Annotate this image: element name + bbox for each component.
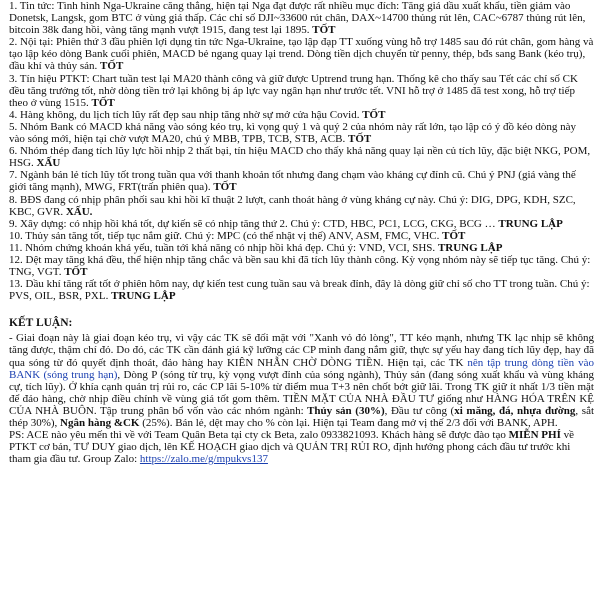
list-item	[9, 254, 594, 278]
list-item-rating: TỐT	[91, 96, 115, 109]
list-item-text: 13. Dầu khí tăng rất tốt ở phiên hôm nay, dự kiến test cung tuần sau và break đỉnh, đây là dòng giữ chỉ số cho TT trong tuần. Chú ý: PVS, OIL, BSR, PXL.	[9, 278, 590, 303]
list-item	[9, 0, 594, 36]
list-item-text: 10. Thủy sản tăng tốt, tiếp tục nắm giữ. Chú ý: MPC (có thể nhật vị thế) ANV, ASM, FMC, VHC.	[9, 229, 440, 242]
list-item	[9, 218, 594, 230]
conclusion-p2-d: , sắt thép 30%),	[9, 404, 595, 429]
list-item-rating: TỐT	[347, 133, 372, 146]
group-zalo-label: Group Zalo:	[80, 453, 140, 466]
conclusion-body	[9, 332, 594, 429]
list-item-text: 1. Tin tức: Tình hình Nga-Ukraine căng thẳng, hiện tại Nga đạt được rất nhiều mục đích: Tăng giá dầu xuất khẩu, tiền giảm vào Donetsk, Langsk, gom BTC ở vùng giá thấp. Các chỉ số DJI~33600 rút chân, DAX~14700 thủng rút lên, CAC~6787 thủng rút lên, bitcoin 38k đang hồi, vàng tăng mạnh vượt 1915, đang test lại 1895.	[9, 0, 586, 37]
list-item-rating: XẤU.	[65, 205, 93, 218]
list-item-text: 12. Dệt may tăng khá đều, thể hiện nhịp tăng chắc và bền sau khi đã tích lũy thành công. Kỳ vọng nhóm này sẽ tiếp tục tăng. Chú ý: TNG, VGT.	[9, 253, 591, 279]
list-item-rating: TỐT	[100, 60, 124, 73]
list-item-rating: TỐT	[362, 108, 386, 121]
list-item	[9, 194, 594, 218]
ps-text-2: về PTKT cơ bản, TƯ DUY giao dịch, lên KẾ HOẠCH giao dịch và QUẢN TRỊ RỦI RO, định hướng phong cách đầu tư trước khi tham gia đầu tư.	[9, 429, 574, 466]
list-item-text: 4. Hàng không, du lịch tích lũy rất đẹp sau nhịp tăng nhờ sự mở cửa hậu Covid.	[9, 108, 360, 121]
list-item-rating: TRUNG LẬP	[498, 217, 563, 230]
conclusion-highlight-bank: nên tập trung dòng tiền vào BANK (sóng trung hạn)	[9, 356, 595, 381]
conclusion-p2-a: Hiện tại, các TK	[387, 356, 468, 369]
list-item-text: 2. Nội tại: Phiên thứ 3 đầu phiên lợi dụng tin tức Nga-Ukraine, tạo lập đạp TT xuống vùng hỗ trợ 1485 sau đó rút chân, gom hàng và tạo lập kéo dòng Bank cuối phiên, MACD bẻ ngang quay lại trend. Dòng tiền dịch chuyển từ penny, thép, bđs sang Bank (kéo trụ), đầu khí và thủy sản.	[9, 36, 594, 73]
list-item	[9, 242, 594, 254]
conclusion-p2-e: (25%). Bán lẻ, dệt may cho % còn lại. Hiện tại Team đang mở vị thế 2/3 đối với BANK, APH.	[139, 417, 558, 429]
list-item-rating: XẤU	[36, 157, 61, 170]
list-item	[9, 230, 594, 242]
conclusion-paragraph-1: - Giai đoạn này là giai đoạn kéo trụ, vì vậy các TK sẽ đối mặt với "Xanh vỏ đỏ lòng", TT kéo mạnh, nhưng TK lạc nhịp sẽ không tăng được, thậm chí đỏ. Do đó, các TK cần đánh giá kỹ lưỡng các CP mình đang nắm giữ, thực sự yếu hay đang tích lũy đẹp, hay đã qua sóng từ đó quyết định thoát, đảo hàng hay KIÊN NHẪN CHỜ DÒNG TIỀN.	[9, 332, 594, 369]
conclusion-title: KẾT LUẬN:	[9, 317, 73, 330]
list-item-text: 3. Tín hiệu PTKT: Chart tuần test lại MA20 thành công và giữ được Uptrend trung hạn. Thống kê cho thấy sau Tết các chỉ số CK đều tăng trưởng tốt, nhờ dòng tiền trở lại không bị áp lực vay ngân hạn như trước tết. VNI hỗ trợ ở 1485 đã test xong, hỗ trợ tiếp theo ở vùng 1515.	[9, 72, 578, 109]
list-item-rating: TỐT	[64, 266, 88, 279]
conclusion-bold-bank-ck: Ngân hàng &CK	[57, 417, 140, 429]
list-item	[9, 169, 594, 193]
list-item	[9, 278, 594, 302]
list-item-text: 6. Nhóm thép đang tích lũy lực hồi nhịp 2 thất bại, tín hiệu MACD cho thấy khả năng quay lại nền củ tích lũy, đặc biệt NKG, POM, HSG.	[9, 145, 591, 170]
list-item-rating: TỐT	[442, 229, 466, 242]
conclusion-bold-materials: xi măng, đá, nhựa đường	[454, 404, 576, 417]
list-item-rating: TỐT	[213, 181, 237, 194]
footer-ps	[9, 429, 594, 465]
list-item-text: 8. BĐS đang có nhịp phân phối sau khi hồi kĩ thuật 2 lượt, canh thoát hàng ở vùng kháng cự này. Chú ý: DIG, DPG, KDH, SZC, KBC, GVR.	[9, 193, 576, 218]
list-item-text: 9. Xây dựng: có nhịp hồi khá tốt, dự kiến sẽ có nhịp tăng thứ 2. Chú ý: CTD, HBC, PC1, LCG, CKG, BCG …	[9, 217, 496, 230]
conclusion-p2-c: , Đầu tư công (	[384, 404, 455, 417]
group-zalo-link[interactable]: https://zalo.me/g/mpukvs137	[139, 453, 268, 466]
list-item-text: 11. Nhóm chứng khoán khá yếu, tuần tới khả năng có nhịp hồi khá đẹp. Chú ý: VND, VCI, SHS.	[9, 241, 436, 254]
conclusion-p2-b: , Dòng P (sóng từ trụ, kỳ vọng vượt đỉnh của sóng ngành), Thủy sản (đang sóng xuất khẩu và vùng kháng cự, tích lũy). Ở khía cạnh quản trị rủi ro, các CP lãi 5-10% từ điểm mua T+3 nên chốt bớt giữ lãi. Trong TK giữ ít nhất 1/3 tiền mặt để đảo hàng, chờ nhịp điều chỉnh về vùng giá tốt gom thêm. TIỀN MẶT CỦA NHÀ ĐẦU TƯ giống như HÀNG HÓA TRÊN KỆ CỦA NHÀ BUÔN. Tập trung phân bổ vốn vào các nhóm ngành:	[9, 368, 594, 417]
list-item-rating: TRUNG LẬP	[437, 241, 503, 254]
ps-bold-free: MIỄN PHÍ	[508, 429, 561, 442]
analysis-list	[9, 0, 594, 302]
list-item-rating: TRUNG LẬP	[111, 290, 176, 303]
list-item	[9, 73, 594, 109]
list-item-text: 7. Ngành bán lẻ tích lũy tốt trong tuần qua với thanh khoản tốt nhưng đang chạm vào kháng cự đỉnh cũ. Chú ý PNJ (giá vàng thế giới tăng mạnh), MWG, FRT(trấn phiên qua).	[9, 169, 576, 194]
ps-text: PS: ACE nào yêu mến thì về với Team Quân Beta tại cty ck Beta, zalo 0933821093. Khách hàng sẽ được đào tạo	[9, 429, 506, 442]
list-item-rating: TỐT	[312, 24, 336, 37]
list-item	[9, 109, 594, 121]
list-item	[9, 36, 594, 72]
conclusion-bold-thuy-san: Thủy sản (30%)	[303, 404, 385, 417]
list-item	[9, 121, 594, 145]
list-item	[9, 145, 594, 169]
list-item-text: 5. Nhóm Bank có MACD khả năng vào sóng kéo trụ, kì vọng quý 1 và quý 2 của nhóm này rất lớn, tạo lập có ý đồ kéo dòng này vào sóng mới, hiện tại chờ vượt MA20, chú ý MBB, TPB, TCB, STB, ACB.	[9, 120, 577, 146]
